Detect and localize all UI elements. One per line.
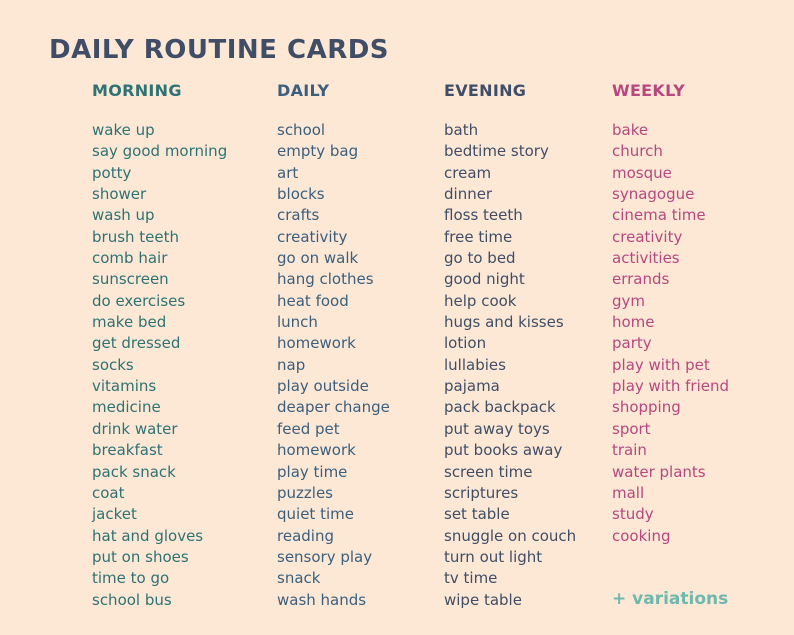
routine-item: synagogue: [612, 185, 695, 204]
routine-item: go on walk: [277, 249, 359, 268]
routine-item: play with friend: [612, 377, 729, 396]
column-heading-morning: MORNING: [92, 81, 182, 100]
variations-note: + variations: [612, 589, 729, 609]
routine-item: wipe table: [444, 590, 522, 609]
column-morning: [92, 80, 227, 611]
routine-item: medicine: [92, 398, 161, 417]
column-heading-evening: EVENING: [444, 81, 527, 100]
routine-item: drink water: [92, 419, 178, 438]
routine-item: breakfast: [92, 441, 163, 460]
routine-item: say good morning: [92, 142, 228, 161]
routine-item: shopping: [612, 398, 681, 417]
routine-item: floss teeth: [444, 206, 523, 225]
routine-item: turn out light: [444, 547, 543, 566]
evening-item-list: [444, 120, 576, 611]
routine-item: screen time: [444, 462, 533, 481]
page-title: DAILY ROUTINE CARDS: [49, 35, 390, 65]
routine-item: cinema time: [612, 206, 706, 225]
routine-item: time to go: [92, 569, 170, 588]
routine-item: help cook: [444, 291, 517, 310]
routine-item: tv time: [444, 569, 498, 588]
routine-item: cooking: [612, 526, 671, 545]
routine-item: play with pet: [612, 355, 710, 374]
routine-item: socks: [92, 355, 134, 374]
routine-item: put books away: [444, 441, 563, 460]
routine-item: play time: [277, 462, 348, 481]
column-weekly: [612, 80, 729, 547]
routine-item: deaper change: [277, 398, 390, 417]
routine-item: heat food: [277, 291, 349, 310]
column-heading-weekly: WEEKLY: [612, 81, 685, 100]
routine-item: wake up: [92, 121, 155, 139]
routine-item: sport: [612, 419, 651, 438]
routine-item: snuggle on couch: [444, 526, 577, 545]
routine-item: jacket: [92, 505, 137, 524]
routine-item: set table: [444, 505, 510, 524]
column-daily: [277, 80, 390, 611]
routine-item: puzzles: [277, 483, 333, 502]
routine-item: wash hands: [277, 590, 367, 609]
routine-item: scriptures: [444, 483, 519, 502]
routine-item: play outside: [277, 377, 369, 396]
routine-item: activities: [612, 249, 680, 268]
routine-item: shower: [92, 185, 147, 204]
routine-item: go to bed: [444, 249, 516, 268]
routine-item: mall: [612, 483, 645, 502]
daily-item-list: [277, 120, 390, 611]
routine-item: pack backpack: [444, 398, 556, 417]
routine-item: pajama: [444, 377, 500, 396]
column-heading-daily: DAILY: [277, 81, 330, 100]
routine-item: quiet time: [277, 505, 354, 524]
routine-item: brush teeth: [92, 227, 180, 246]
routine-item: school: [277, 121, 326, 139]
routine-item: good night: [444, 270, 525, 289]
routine-item: bake: [612, 121, 649, 139]
routine-item: sensory play: [277, 547, 373, 566]
routine-item: snack: [277, 569, 321, 588]
routine-item: wash up: [92, 206, 155, 225]
routine-item: home: [612, 313, 655, 332]
routine-item: pack snack: [92, 462, 176, 481]
routine-item: party: [612, 334, 652, 353]
routine-item: gym: [612, 291, 646, 310]
routine-item: errands: [612, 270, 670, 289]
routine-item: comb hair: [92, 249, 168, 268]
routine-item: school bus: [92, 590, 172, 609]
routine-item: lunch: [277, 313, 318, 332]
routine-item: study: [612, 505, 654, 524]
routine-item: church: [612, 142, 663, 161]
routine-item: make bed: [92, 313, 167, 332]
routine-item: vitamins: [92, 377, 157, 396]
routine-item: hugs and kisses: [444, 313, 564, 332]
routine-item: lotion: [444, 334, 487, 353]
routine-item: crafts: [277, 206, 320, 225]
routine-item: hat and gloves: [92, 526, 204, 545]
routine-item: sunscreen: [92, 270, 169, 289]
routine-item: free time: [444, 227, 513, 246]
routine-item: do exercises: [92, 291, 186, 310]
routine-item: homework: [277, 441, 356, 460]
weekly-item-list: [612, 120, 729, 547]
routine-item: train: [612, 441, 647, 460]
routine-item: feed pet: [277, 419, 340, 438]
routine-item: empty bag: [277, 142, 359, 161]
column-evening: [444, 80, 576, 611]
routine-item: blocks: [277, 185, 325, 204]
routine-item: homework: [277, 334, 356, 353]
routine-item: dinner: [444, 185, 493, 204]
routine-item: mosque: [612, 163, 672, 182]
routine-item: put on shoes: [92, 547, 189, 566]
morning-item-list: [92, 120, 227, 611]
routine-item: get dressed: [92, 334, 181, 353]
routine-item: bath: [444, 121, 479, 139]
routine-item: hang clothes: [277, 270, 374, 289]
routine-item: art: [277, 163, 299, 182]
routine-item: lullabies: [444, 355, 506, 374]
routine-item: water plants: [612, 462, 706, 481]
routine-item: nap: [277, 355, 306, 374]
routine-item: cream: [444, 163, 492, 182]
routine-item: creativity: [277, 227, 348, 246]
routine-item: potty: [92, 163, 132, 182]
routine-item: reading: [277, 526, 334, 545]
routine-item: bedtime story: [444, 142, 549, 161]
routine-item: coat: [92, 483, 125, 502]
routine-item: creativity: [612, 227, 683, 246]
routine-item: put away toys: [444, 419, 550, 438]
